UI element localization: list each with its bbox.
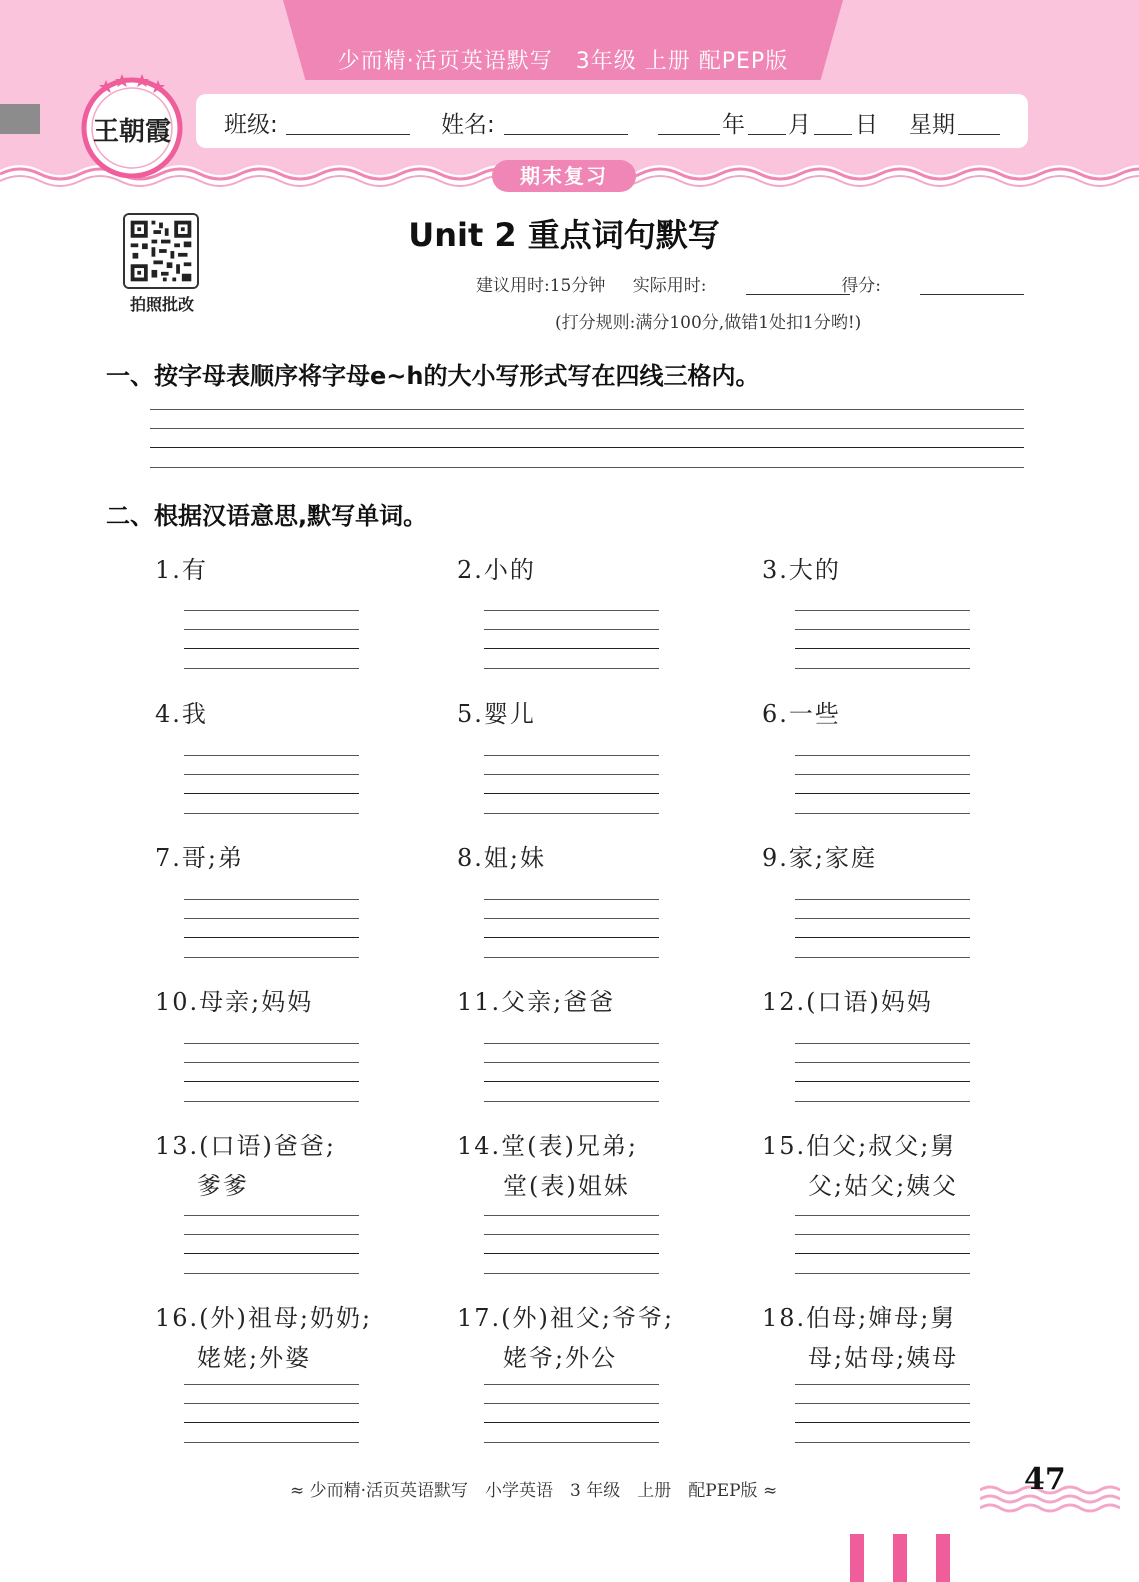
brand-logo-text: 王朝霞	[92, 117, 172, 147]
item-prompt: 姐;妹	[483, 844, 546, 872]
meta-row	[476, 271, 881, 296]
item-prompt: 大的	[788, 556, 841, 584]
item-prompt: 伯父;叔父;舅	[806, 1132, 957, 1160]
item-number: 5.	[457, 700, 484, 728]
item-prompt: (口语)妈妈	[806, 988, 933, 1016]
answer-lines-11[interactable]	[484, 1043, 659, 1103]
guide-line	[484, 629, 659, 630]
item-6	[762, 694, 841, 734]
guide-line	[484, 755, 659, 756]
guide-line	[184, 813, 359, 814]
item-prompt-line2: 堂(表)姐妹	[503, 1172, 630, 1200]
scoring-rule: (打分规则:满分100分,做错1处扣1分哟!)	[555, 313, 862, 333]
item-prompt-line2: 爹爹	[197, 1172, 249, 1200]
guide-line	[184, 1215, 359, 1216]
guide-line	[184, 755, 359, 756]
answer-lines-18[interactable]	[795, 1384, 970, 1444]
base-line	[795, 937, 970, 938]
guide-line	[184, 1043, 359, 1044]
guide-line	[484, 1273, 659, 1274]
guide-line	[184, 1442, 359, 1443]
section1-heading: 一、按字母表顺序将字母e~h的大小写形式写在四线三格内。	[106, 362, 760, 390]
base-line	[484, 937, 659, 938]
page-title: Unit 2 重点词句默写	[408, 216, 720, 254]
item-number: 9.	[762, 844, 789, 872]
item-number: 4.	[155, 700, 182, 728]
item-number: 6.	[762, 700, 789, 728]
item-4	[155, 694, 208, 734]
guide-line	[795, 813, 970, 814]
item-number: 8.	[457, 844, 484, 872]
item-number: 13.	[155, 1132, 200, 1160]
item-prompt: 一些	[788, 700, 841, 728]
edge-mark	[850, 1534, 864, 1582]
answer-lines-16[interactable]	[184, 1384, 359, 1444]
guide-line	[484, 1384, 659, 1385]
answer-lines-10[interactable]	[184, 1043, 359, 1103]
answer-lines-17[interactable]	[484, 1384, 659, 1444]
item-prompt: 堂(表)兄弟;	[501, 1132, 638, 1160]
month-field[interactable]	[748, 134, 786, 135]
guide-line	[484, 610, 659, 611]
guide-line	[484, 918, 659, 919]
guide-line	[795, 1234, 970, 1235]
suggested-time: 建议用时:15分钟	[476, 276, 606, 296]
answer-lines-2[interactable]	[484, 610, 659, 670]
item-prompt: 我	[181, 700, 208, 728]
score-label: 得分:	[841, 276, 882, 296]
guide-line	[795, 1403, 970, 1404]
month-label: 月	[788, 112, 811, 138]
item-17	[457, 1298, 674, 1378]
item-prompt: 家;家庭	[788, 844, 877, 872]
base-line	[484, 648, 659, 649]
edge-mark	[893, 1534, 907, 1582]
guide-line	[484, 668, 659, 669]
year-label: 年	[722, 112, 745, 138]
item-prompt: (外)祖父;爷爷;	[501, 1304, 675, 1332]
guide-line	[484, 1043, 659, 1044]
guide-line	[184, 918, 359, 919]
section2-heading: 二、根据汉语意思,默写单词。	[106, 502, 428, 530]
guide-line	[184, 1403, 359, 1404]
item-number: 3.	[762, 556, 789, 584]
four-line-writing-area[interactable]	[150, 409, 1024, 471]
guide-line	[795, 1442, 970, 1443]
footer-series: ≈ 少而精·活页英语默写 小学英语 3 年级 上册 配PEP版 ≈	[290, 1481, 778, 1501]
item-prompt: 哥;弟	[181, 844, 244, 872]
base-line	[184, 1253, 359, 1254]
guide-line	[484, 774, 659, 775]
answer-lines-6[interactable]	[795, 755, 970, 815]
answer-lines-13[interactable]	[184, 1215, 359, 1275]
guide-line	[795, 668, 970, 669]
weekday-field[interactable]	[958, 134, 1000, 135]
guide-line	[150, 467, 1024, 468]
guide-line	[795, 1215, 970, 1216]
base-line	[484, 1422, 659, 1423]
item-number: 2.	[457, 556, 484, 584]
item-18	[762, 1298, 958, 1378]
guide-line	[484, 899, 659, 900]
guide-line	[795, 1273, 970, 1274]
item-number: 1.	[155, 556, 182, 584]
guide-line	[184, 899, 359, 900]
guide-line	[184, 957, 359, 958]
base-line	[484, 793, 659, 794]
day-label: 日	[855, 112, 878, 138]
guide-line	[184, 610, 359, 611]
item-prompt: (口语)爸爸;	[199, 1132, 336, 1160]
page-edge-tab	[0, 104, 40, 134]
item-prompt-line2: 姥爷;外公	[503, 1344, 618, 1372]
guide-line	[795, 610, 970, 611]
item-8	[457, 838, 546, 878]
guide-line	[795, 899, 970, 900]
weekday-label: 星期	[909, 112, 955, 138]
guide-line	[150, 409, 1024, 410]
item-prompt: 小的	[483, 556, 536, 584]
qr-code-icon[interactable]	[123, 213, 199, 289]
base-line	[795, 793, 970, 794]
base-line	[184, 1422, 359, 1423]
class-field[interactable]	[286, 134, 410, 135]
guide-line	[484, 1101, 659, 1102]
answer-lines-8[interactable]	[484, 899, 659, 959]
base-line	[184, 648, 359, 649]
guide-line	[184, 774, 359, 775]
guide-line	[484, 1234, 659, 1235]
item-prompt-line2: 父;姑父;姨父	[808, 1172, 959, 1200]
answer-lines-14[interactable]	[484, 1215, 659, 1275]
item-prompt-line2: 姥姥;外婆	[197, 1344, 312, 1372]
guide-line	[795, 1101, 970, 1102]
guide-line	[484, 813, 659, 814]
base-line	[795, 1422, 970, 1423]
base-line	[184, 793, 359, 794]
score-field[interactable]	[920, 294, 1024, 295]
item-number: 7.	[155, 844, 182, 872]
guide-line	[795, 1062, 970, 1063]
guide-line	[484, 1442, 659, 1443]
item-5	[457, 694, 536, 734]
base-line	[484, 1253, 659, 1254]
guide-line	[184, 1273, 359, 1274]
year-field[interactable]	[658, 134, 720, 135]
guide-line	[484, 957, 659, 958]
answer-lines-1[interactable]	[184, 610, 359, 670]
item-number: 18.	[762, 1304, 807, 1332]
item-13	[155, 1126, 336, 1206]
page-number: 47	[1024, 1462, 1066, 1497]
base-line	[795, 1253, 970, 1254]
actual-time-label: 实际用时:	[632, 276, 707, 296]
item-10	[155, 982, 313, 1022]
base-line	[184, 1081, 359, 1082]
item-12	[762, 982, 933, 1022]
guide-line	[484, 1062, 659, 1063]
item-prompt: 有	[181, 556, 208, 584]
section-tag: 期末复习	[492, 160, 636, 192]
item-14	[457, 1126, 638, 1206]
series-title: 少而精·活页英语默写 3年级 上册 配PEP版	[337, 49, 789, 74]
answer-lines-5[interactable]	[484, 755, 659, 815]
item-prompt: 婴儿	[483, 700, 536, 728]
base-line	[795, 1081, 970, 1082]
item-prompt: 父亲;爸爸	[501, 988, 616, 1016]
student-info-box	[196, 94, 1028, 148]
item-prompt-line2: 母;姑母;姨母	[808, 1344, 959, 1372]
item-1	[155, 550, 208, 590]
answer-lines-7[interactable]	[184, 899, 359, 959]
item-number: 16.	[155, 1304, 200, 1332]
item-number: 17.	[457, 1304, 502, 1332]
item-15	[762, 1126, 958, 1206]
guide-line	[795, 774, 970, 775]
item-number: 15.	[762, 1132, 807, 1160]
brand-logo-icon	[78, 70, 186, 178]
item-number: 11.	[457, 988, 502, 1016]
name-field[interactable]	[504, 134, 628, 135]
class-label: 班级:	[224, 112, 278, 138]
guide-line	[484, 1403, 659, 1404]
guide-line	[184, 1062, 359, 1063]
item-number: 14.	[457, 1132, 502, 1160]
guide-line	[795, 1384, 970, 1385]
edge-mark	[936, 1534, 950, 1582]
item-11	[457, 982, 615, 1022]
actual-time-field[interactable]	[746, 294, 850, 295]
item-16	[155, 1298, 372, 1378]
item-3	[762, 550, 841, 590]
guide-line	[795, 957, 970, 958]
guide-line	[184, 668, 359, 669]
base-line	[150, 447, 1024, 448]
item-prompt: 伯母;婶母;舅	[806, 1304, 957, 1332]
guide-line	[184, 1384, 359, 1385]
answer-lines-9[interactable]	[795, 899, 970, 959]
item-7	[155, 838, 244, 878]
item-2	[457, 550, 536, 590]
item-prompt: (外)祖母;奶奶;	[199, 1304, 373, 1332]
guide-line	[795, 755, 970, 756]
guide-line	[184, 1101, 359, 1102]
answer-lines-15[interactable]	[795, 1215, 970, 1275]
name-label: 姓名:	[441, 112, 495, 138]
day-field[interactable]	[814, 134, 852, 135]
answer-lines-4[interactable]	[184, 755, 359, 815]
guide-line	[484, 1215, 659, 1216]
guide-line	[150, 428, 1024, 429]
guide-line	[184, 629, 359, 630]
answer-lines-3[interactable]	[795, 610, 970, 670]
item-number: 12.	[762, 988, 807, 1016]
answer-lines-12[interactable]	[795, 1043, 970, 1103]
guide-line	[184, 1234, 359, 1235]
qr-label: 拍照批改	[129, 295, 194, 314]
item-number: 10.	[155, 988, 200, 1016]
guide-line	[795, 629, 970, 630]
base-line	[795, 648, 970, 649]
guide-line	[795, 1043, 970, 1044]
item-prompt: 母亲;妈妈	[199, 988, 314, 1016]
base-line	[484, 1081, 659, 1082]
guide-line	[795, 918, 970, 919]
item-9	[762, 838, 877, 878]
base-line	[184, 937, 359, 938]
